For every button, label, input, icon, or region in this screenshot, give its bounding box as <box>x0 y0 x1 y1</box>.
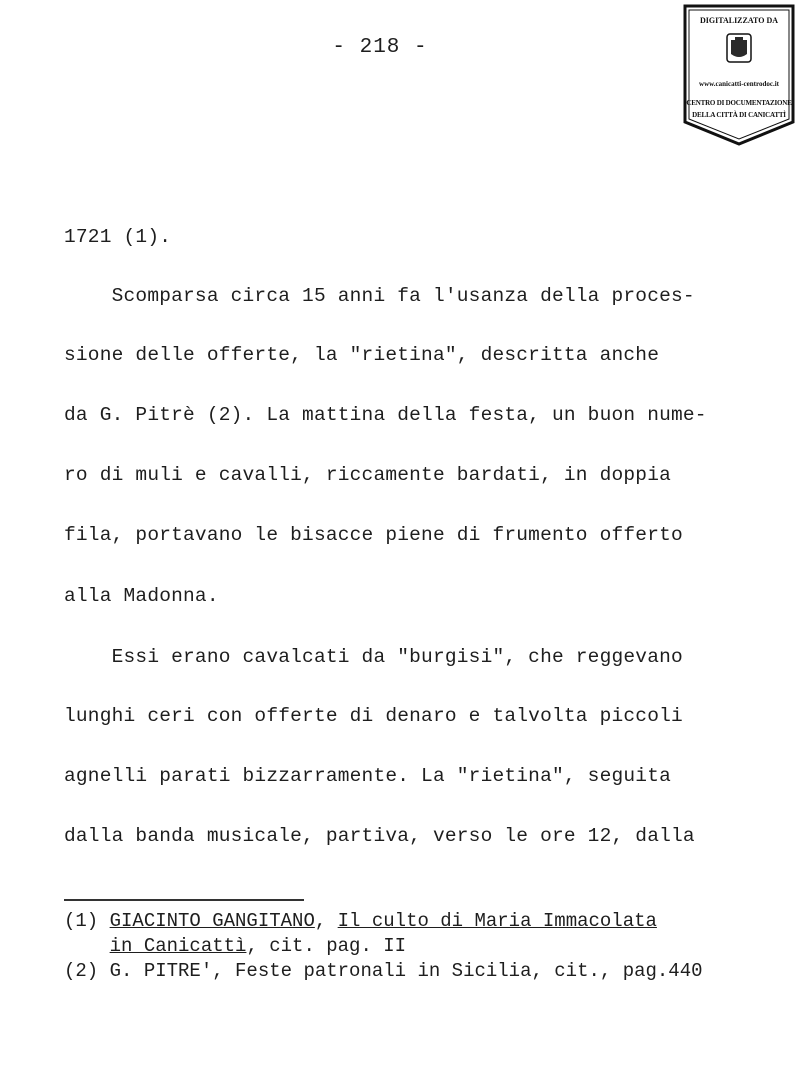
footnote-1-separator: , <box>314 910 338 932</box>
footnote-divider <box>64 899 304 901</box>
footnote-1-reference: , cit. pag. II <box>246 935 407 957</box>
page-number: - 218 - <box>332 36 428 59</box>
footnote-1-title-cont: in Canicattì <box>109 935 247 957</box>
body-line: Essi erano cavalcati da "burgisi", che reggevano <box>64 646 683 668</box>
digitization-stamp <box>683 4 795 146</box>
body-line: ro di muli e cavalli, riccamente bardati, in doppia <box>64 464 671 486</box>
stamp-url: www.canicatti-centrodoc.it <box>699 80 779 88</box>
footnote-1 <box>64 910 657 932</box>
body-line: agnelli parati bizzarramente. La "rietina", seguita <box>64 765 671 787</box>
body-line: sione delle offerte, la "rietina", descritta anche <box>64 344 660 366</box>
footnote-1-author: GIACINTO GANGITANO <box>109 910 315 932</box>
footnote-1-continuation <box>64 935 406 957</box>
footnote-1-indent <box>64 935 110 957</box>
stamp-center-line1: CENTRO DI DOCUMENTAZIONE <box>686 99 792 107</box>
stamp-center-line2: DELLA CITTÀ DI CANICATTÌ <box>692 111 786 119</box>
body-line: lunghi ceri con offerte di denaro e talvolta piccoli <box>64 705 683 727</box>
footnote-2: (2) G. PITRE', Feste patronali in Sicilia, cit., pag.440 <box>64 960 703 982</box>
stamp-shield-icon <box>683 4 795 146</box>
city-coat-of-arms-icon <box>727 34 751 62</box>
footnote-1-title: Il culto di Maria Immacolata <box>337 910 657 932</box>
body-line: 1721 (1). <box>64 226 172 248</box>
body-line: fila, portavano le bisacce piene di frumento offerto <box>64 524 683 546</box>
footnote-1-marker: (1) <box>64 910 110 932</box>
body-line: da G. Pitrè (2). La mattina della festa, un buon nume- <box>64 404 707 426</box>
body-line: Scomparsa circa 15 anni fa l'usanza della proces- <box>64 285 695 307</box>
stamp-title: DIGITALIZZATO DA <box>699 16 779 25</box>
body-line: dalla banda musicale, partiva, verso le ore 12, dalla <box>64 825 695 847</box>
body-line: alla Madonna. <box>64 585 219 607</box>
